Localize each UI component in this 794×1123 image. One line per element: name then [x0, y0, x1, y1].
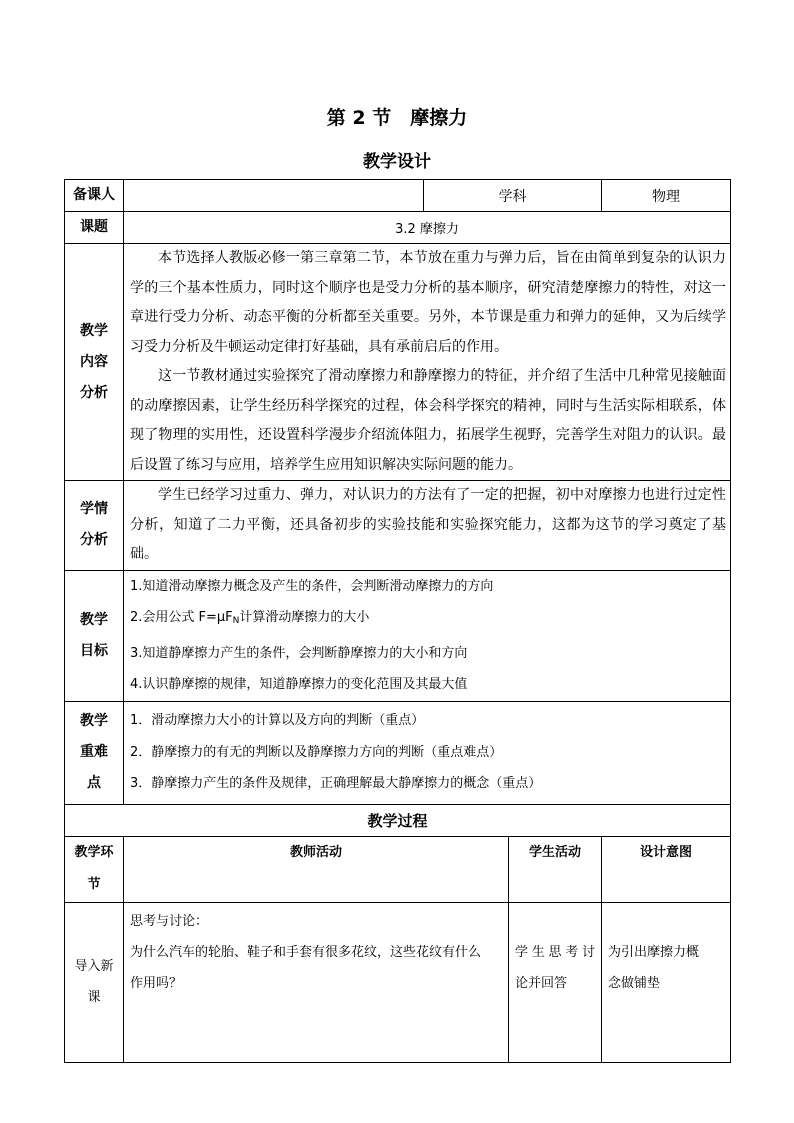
objectives-body	[124, 570, 731, 701]
col-intent-header: 设计意图	[602, 836, 731, 902]
objective-item: 3.知道静摩擦力产生的条件，会判断静摩擦力的大小和方向	[130, 645, 468, 661]
formula-subscript: N	[232, 616, 240, 626]
content-analysis-body	[124, 244, 731, 481]
col-teacher-header: 教师活动	[124, 836, 509, 902]
content-analysis-row	[65, 244, 731, 481]
objective-item: 1.知道滑动摩擦力概念及产生的条件，会判断滑动摩擦力的方向	[130, 578, 494, 594]
topic-row	[65, 212, 731, 244]
col-stage-header	[65, 836, 124, 902]
student-analysis-row	[65, 481, 731, 571]
key-point-item: 3．静摩擦力产生的条件及规律，正确理解最大静摩擦力的概念（重点）	[130, 776, 542, 792]
key-point-item: 2．静摩擦力的有无的判断以及静摩擦力方向的判断（重点难点）	[130, 744, 503, 760]
intent-line: 念做铺垫	[608, 975, 661, 991]
objectives-label	[65, 570, 124, 701]
teacher-line: 作用吗？	[130, 975, 183, 991]
teacher-activity-cell	[124, 902, 509, 1062]
teacher-line: 思考与讨论：	[130, 913, 209, 929]
student-line: 论并回答	[515, 975, 568, 991]
key-points-row	[65, 701, 731, 804]
label-line: 点	[87, 775, 101, 791]
content-paragraph: 这一节教材通过实验探究了滑动摩擦力和静摩擦力的特征，并介绍了生活中几种常见接触面的动摩擦因素，让学生经历科学探究的过程，体会科学探究的精神，同时与生活实际相联系，体现了物理的实用性，还设置科学漫步介绍流体阻力，拓展学生视野，完善学生对阻力的认识。最后设置了练习与应用，培养学生应用知识解决实际问题的能力。	[130, 368, 726, 473]
label-line: 内容	[80, 353, 108, 370]
key-points-label	[65, 701, 124, 804]
subject-value: 物理	[602, 180, 731, 212]
info-row	[65, 180, 731, 212]
preparer-label: 备课人	[65, 180, 124, 212]
objectives-row	[65, 570, 731, 701]
student-paragraph: 学生已经学习过重力、弹力，对认识力的方法有了一定的把握，初中对摩擦力也进行过定性分析，知道了二力平衡，还具备初步的实验技能和实验探究能力，这都为这节的学习奠定了基础。	[130, 487, 726, 562]
preparer-value	[124, 180, 424, 212]
label-line: 分析	[80, 532, 108, 549]
document-subtitle: 教学设计	[363, 152, 431, 172]
header-line: 教学环	[74, 844, 114, 860]
key-point-item: 1．滑动摩擦力大小的计算以及方向的判断（重点）	[130, 713, 425, 729]
objective-text: 2.会用公式 F=μF	[130, 610, 233, 625]
teacher-line: 为什么汽车的轮胎、鞋子和手套有很多花纹，这些花纹有什么	[130, 944, 482, 960]
student-line: 学生思考讨	[515, 944, 595, 960]
label-line: 教学	[80, 611, 108, 628]
student-analysis-label	[65, 481, 124, 571]
stage-line: 导入新	[74, 959, 114, 974]
process-heading-row	[65, 804, 731, 836]
lesson-plan-table	[64, 179, 731, 1063]
student-analysis-body	[124, 481, 731, 571]
stage-line: 课	[87, 990, 101, 1005]
objective-text: 计算滑动摩擦力的大小	[239, 610, 370, 625]
intent-line: 为引出摩擦力概	[608, 944, 700, 960]
objective-item: 4.认识静摩擦的规律，知道静摩擦力的变化范围及其最大值	[130, 677, 468, 692]
content-analysis-label	[65, 244, 124, 481]
label-line: 学情	[80, 501, 108, 518]
student-activity-cell	[509, 902, 602, 1062]
process-header-row	[65, 836, 731, 902]
content-paragraph: 本节选择人教版必修一第三章第二节，本节放在重力与弹力后，旨在由简单到复杂的认识力学的三个基本性质力，同时这个顺序也是受力分析的基本顺序，研究清楚摩擦力的特性，对这一章进行受力分析、动态平衡的分析都至关重要。另外，本节课是重力和弹力的延伸，又为后续学习受力分析及牛顿运动定律打好基础，具有承前启后的作用。	[130, 250, 726, 355]
key-points-body	[124, 701, 731, 804]
label-line: 重难	[80, 744, 108, 760]
header-line: 节	[87, 876, 101, 892]
col-student-header: 学生活动	[509, 836, 602, 902]
label-line: 教学	[80, 713, 108, 729]
label-line: 分析	[80, 384, 108, 401]
topic-label: 课题	[65, 212, 124, 244]
subject-label: 学科	[424, 180, 602, 212]
topic-value: 3.2 摩擦力	[124, 212, 731, 244]
objective-item	[124, 602, 730, 638]
process-row	[65, 902, 731, 1062]
label-line: 目标	[80, 642, 108, 659]
design-intent-cell	[602, 902, 731, 1062]
document-title: 第 2 节 摩擦力	[326, 107, 468, 129]
label-line: 教学	[80, 322, 108, 339]
stage-cell	[65, 902, 124, 1062]
process-heading: 教学过程	[65, 804, 731, 836]
